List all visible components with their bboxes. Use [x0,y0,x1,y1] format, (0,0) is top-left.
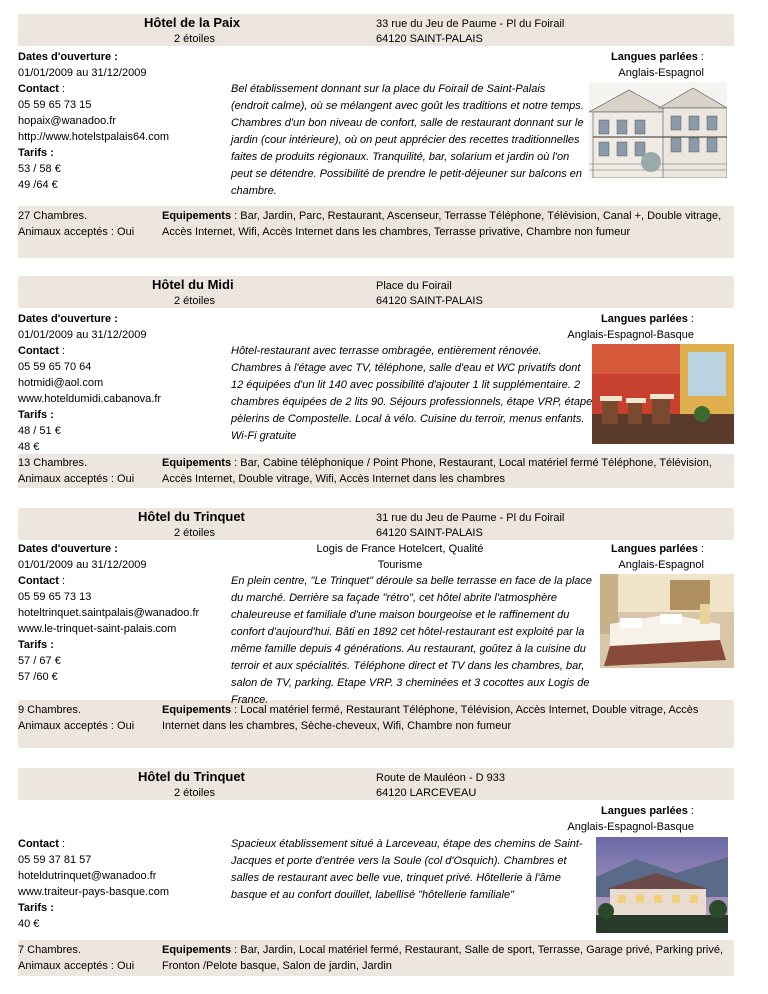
tarif-value: 40 € [18,918,40,930]
dates-value: 01/01/2009 au 31/12/2009 [18,67,147,79]
phone-value: 05 59 65 73 15 [18,99,92,111]
rooms-count: 27 Chambres. [18,210,88,222]
hotel-photo [596,837,728,933]
hotel-description: Hôtel-restaurant avec terrasse ombragée, entièrement rénovée. Chambres à l'étage avec TV, téléphone, salle d'eau et WC privatifs dont 12 équipées d'un lit 140 avec possibilité d'ajouter 1 lit supplémentaire. 2 chambres équipées de 2 lits 90. Séjours professionnels, étape VRP, étape pèlerins de Compostelle. Local à vélo. Cuisine du terroir, menus enfants. Wi-Fi gratuite [231,345,593,442]
hotel-photo [592,344,734,444]
tarif-value: 53 / 58 € [18,163,61,175]
languages-label: Langues parlées : [611,543,704,555]
animals-accepted: Animaux acceptés : Oui [18,720,135,732]
hotel-address-line2: 64120 SAINT-PALAIS [376,295,483,307]
rooms-count: 9 Chambres. [18,704,81,716]
hotel-name: Hôtel du Trinquet [138,769,245,784]
phone-value: 05 59 65 73 13 [18,591,92,603]
quality-labels-line2: Tourisme [377,559,423,571]
languages-label: Langues parlées : [601,313,694,325]
hotel-card [18,14,734,258]
languages-label: Langues parlées : [601,805,694,817]
email-link[interactable]: hotmidi@aol.com [18,377,104,389]
tarif-value: 48 / 51 € [18,425,61,437]
dates-label: Dates d'ouverture : [18,51,118,63]
equipment-list: Equipements : Bar, Cabine téléphonique / Point Phone, Restaurant, Local matériel fermé Téléphone, Télévision, Accès Internet, Double vitrage, Wifi, Accès Internet dans les chambres [162,457,712,485]
languages-value: Anglais-Espagnol [618,559,704,571]
hotel-description: Bel établissement donnant sur la place du Foirail de Saint-Palais (endroit calme), où se mélangent avec goût les traditions et notre temps. Chambres d'un bon niveau de confort, salle de restaurant donnant sur le jardin (cour intérieure), où on peut apprécier des recettes traditionnelles faites de produits régionaux. Tranquilité, bar, solarium et jardin où l'on peut se détendre. Possibilité de prendre le petit-déjeuner sur balcons en chambre. [231,83,584,197]
animals-accepted: Animaux acceptés : Oui [18,473,135,485]
hotel-address-line2: 64120 LARCEVEAU [376,787,477,799]
tarif-value-2: 48 € [18,441,40,453]
dates-label: Dates d'ouverture : [18,313,118,325]
hotel-photo [589,82,727,178]
hotel-stars: 2 étoiles [174,33,215,45]
email-link[interactable]: hoteltrinquet.saintpalais@wanadoo.fr [18,607,200,619]
animals-accepted: Animaux acceptés : Oui [18,226,135,238]
hotel-card [18,508,734,748]
tarifs-label: Tarifs : [18,409,54,421]
hotel-stars: 2 étoiles [174,787,215,799]
tarif-value-2: 49 /64 € [18,179,58,191]
email-link[interactable]: hopaix@wanadoo.fr [18,115,117,127]
quality-labels: Logis de France Hotelcert, Qualité [316,543,484,555]
contact-label: Contact : [18,575,66,587]
website-link[interactable]: www.le-trinquet-saint-palais.com [18,623,177,635]
website-link[interactable]: www.hoteldumidi.cabanova.fr [18,393,162,405]
rooms-count: 13 Chambres. [18,457,88,469]
tarifs-label: Tarifs : [18,902,54,914]
contact-label: Contact : [18,83,66,95]
hotel-card [18,276,734,488]
tarifs-label: Tarifs : [18,147,54,159]
website-link[interactable]: http://www.hotelstpalais64.com [18,131,170,143]
hotel-name: Hôtel du Midi [152,277,234,292]
hotel-name: Hôtel du Trinquet [138,509,245,524]
dates-value: 01/01/2009 au 31/12/2009 [18,329,147,341]
rooms-count: 7 Chambres. [18,944,81,956]
hotel-description: Spacieux établissement situé à Larceveau, étape des chemins de Saint-Jacques et porte d'entrée vers la Soule (col d'Osquich). Chambres et salles de restaurant avec belle vue, trinquet privé. Hôtellerie à l'âme basque et au confort douillet, labellisé "hôtellerie familiale" [231,838,583,901]
contact-label: Contact : [18,345,66,357]
hotel-photo [600,574,734,668]
languages-value: Anglais-Espagnol-Basque [567,329,694,341]
contact-label: Contact : [18,838,66,850]
hotel-address-line1: Route de Mauléon - D 933 [376,772,506,784]
equipment-list: Equipements : Local matériel fermé, Restaurant Téléphone, Télévision, Accès Internet, Double vitrage, Accès Internet dans les chambres, Sèche-cheveux, Wifi, Chambre non fumeur [162,704,699,732]
hotel-stars: 2 étoiles [174,295,215,307]
hotel-card [18,768,734,976]
hotel-stars: 2 étoiles [174,527,215,539]
phone-value: 05 59 65 70 64 [18,361,92,373]
dates-value: 01/01/2009 au 31/12/2009 [18,559,147,571]
website-link[interactable]: www.traiteur-pays-basque.com [18,886,170,898]
tarifs-label: Tarifs : [18,639,54,651]
languages-value: Anglais-Espagnol [618,67,704,79]
phone-value: 05 59 37 81 57 [18,854,92,866]
hotel-address-line2: 64120 SAINT-PALAIS [376,33,483,45]
dates-label: Dates d'ouverture : [18,543,118,555]
hotel-address-line1: Place du Foirail [376,280,452,292]
hotel-address-line2: 64120 SAINT-PALAIS [376,527,483,539]
animals-accepted: Animaux acceptés : Oui [18,960,135,972]
hotel-address-line1: 33 rue du Jeu de Paume - Pl du Foirail [376,18,565,30]
hotel-description: En plein centre, "Le Trinquet" déroule sa belle terrasse en face de la place du marché. Derrière sa façade "rétro", cet hôtel abrite l'atmosphère chaleureuse et familiale d'une maison bourgeoise et le raffinement du confort d'aujourd'hui. Bâti en 1892 cet hôtel-restaurant est exploité par la même famille depuis 4 générations. Au restaurant, goûtez à la cuisine du terroir et aux spécialités. Téléphone direct et TV dans les chambres, bar, salon de TV, parking. Etape VRP. 3 cheminées et 3 cocottes aux Logis de France. [231,575,593,706]
tarif-value-2: 57 /60 € [18,671,58,683]
equipment-list: Equipements : Bar, Jardin, Parc, Restaurant, Ascenseur, Terrasse Téléphone, Télévision, Canal +, Double vitrage, Accès Internet, Wifi, Accès Internet dans les chambres, Terrasse privative, Chambre non fumeur [162,210,722,238]
hotel-address-line1: 31 rue du Jeu de Paume - Pl du Foirail [376,512,565,524]
equipment-list: Equipements : Bar, Jardin, Local matériel fermé, Restaurant, Salle de sport, Terrasse, Garage privé, Parking privé, Fronton /Pelote basque, Salon de jardin, Jardin [162,944,724,972]
hotel-name: Hôtel de la Paix [144,15,241,30]
languages-value: Anglais-Espagnol-Basque [567,821,694,833]
tarif-value: 57 / 67 € [18,655,61,667]
email-link[interactable]: hoteldutrinquet@wanadoo.fr [18,870,157,882]
languages-label: Langues parlées : [611,51,704,63]
